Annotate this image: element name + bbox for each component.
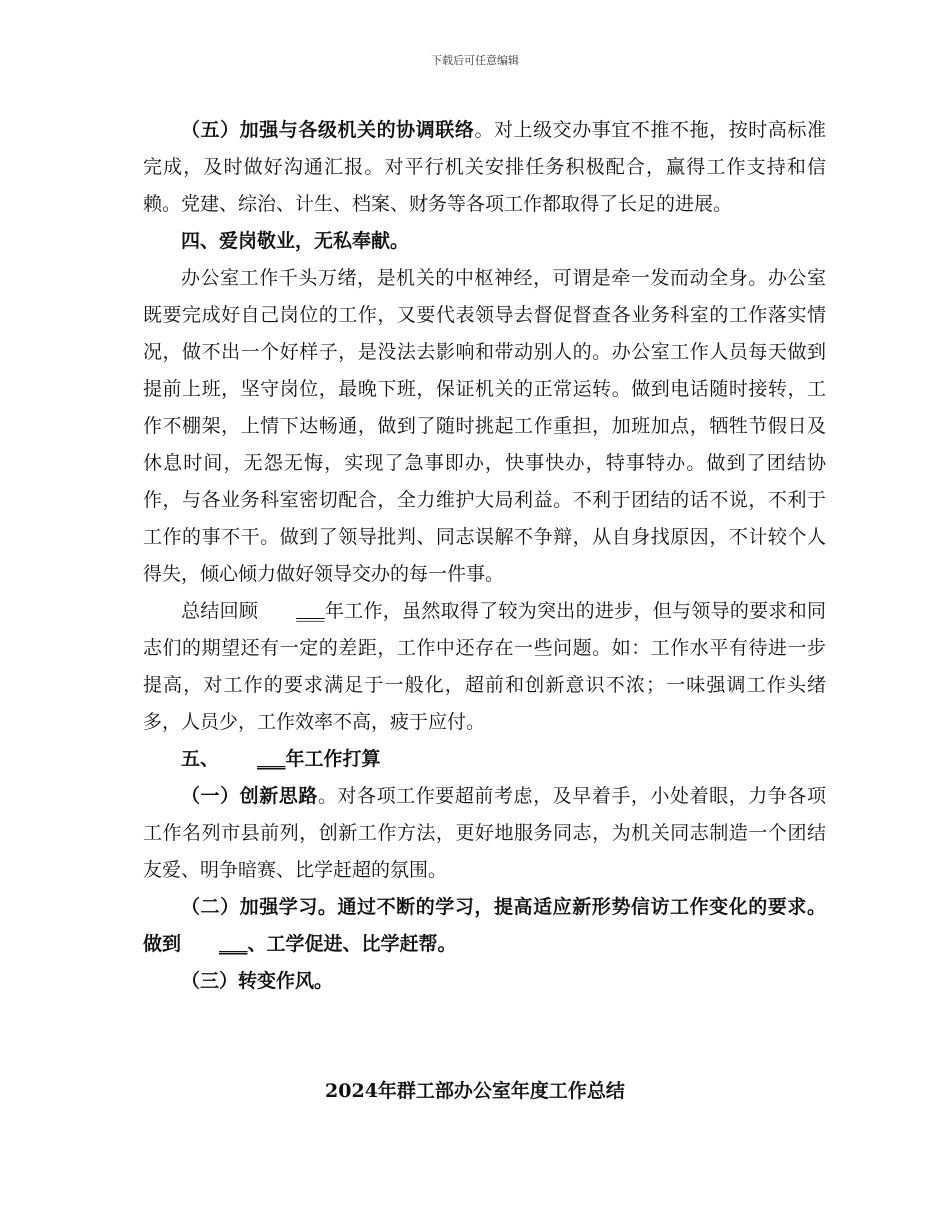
paragraph-text: 。对上级交办事宜不推不拖，按时高标准完成，及时做好沟通汇报。对平行机关安排任务积极配合，赢得工作支持和信赖。党建、综治、计生、档案、财务等各项工作都取得了长足的进展。 — [143, 119, 826, 215]
heading-before: 五、 — [181, 748, 220, 770]
paragraph-study — [143, 889, 826, 963]
year-blank: ___ — [257, 748, 286, 770]
summary-text-after: 年工作，虽然取得了较为突出的进步，但与领导的要求和同志们的期望还有一定的差距，工作中还存在一些问题。如：工作水平有待进一步提高，对工作的要求满足于一般化，超前和创新意识不浓；一味强调工作头绪多，人员少，工作效率不高，疲于应付。 — [143, 600, 826, 733]
summary-text-before: 总结回顾 — [181, 600, 259, 622]
study-text-after: 、工学促进、比学赶帮。 — [247, 933, 457, 955]
study-blank: ___ — [219, 933, 248, 955]
document-body — [143, 112, 826, 1000]
paragraph-summary — [143, 593, 826, 741]
heading-after: 年工作打算 — [285, 748, 381, 770]
study-text-before: （二）加强学习。通过不断的学习，提高适应新形势信访工作变化的要求。做到 — [143, 896, 826, 955]
paragraph-coordination — [143, 112, 826, 223]
year-blank: ___ — [296, 600, 325, 622]
paragraph-lead: （五）加强与各级机关的协调联络 — [181, 119, 475, 141]
subheading-style: （三）转变作风。 — [181, 970, 334, 992]
document-title: 2024年群工部办公室年度工作总结 — [325, 1080, 625, 1102]
paragraph-lead: （一）创新思路 — [181, 785, 318, 807]
paragraph-text: 。对各项工作要超前考虑，及早着手，小处着眼，力争各项工作名列市县前列，创新工作方法，更好地服务同志，为机关同志制造一个团结友爱、明争暗赛、比学赶超的氛围。 — [143, 785, 826, 881]
section-heading-5 — [143, 741, 826, 778]
section-heading-4: 四、爱岗敬业，无私奉献。 — [181, 230, 410, 252]
paragraph-office-work: 办公室工作千头万绪，是机关的中枢神经，可谓是牵一发而动全身。办公室既要完成好自己岗位的工作，又要代表领导去督促督查各业务科室的工作落实情况，做不出一个好样子，是没法去影响和带动别人的。办公室工作人员每天做到提前上班，坚守岗位，最晚下班，保证机关的正常运转。做到电话随时接转，工作不棚架，上情下达畅通，做到了随时挑起工作重担，加班加点，牺牲节假日及休息时间，无怨无悔，实现了急事即办，快事快办，特事特办。做到了团结协作，与各业务科室密切配合，全力维护大局利益。不利于团结的话不说，不利于工作的事不干。做到了领导批判、同志误解不争辩，从自身找原因，不计较个人得失，倾心倾力做好领导交办的每一件事。 — [143, 267, 826, 585]
page-header: 下载后可任意编辑 — [431, 54, 519, 67]
paragraph-innovation — [143, 778, 826, 889]
